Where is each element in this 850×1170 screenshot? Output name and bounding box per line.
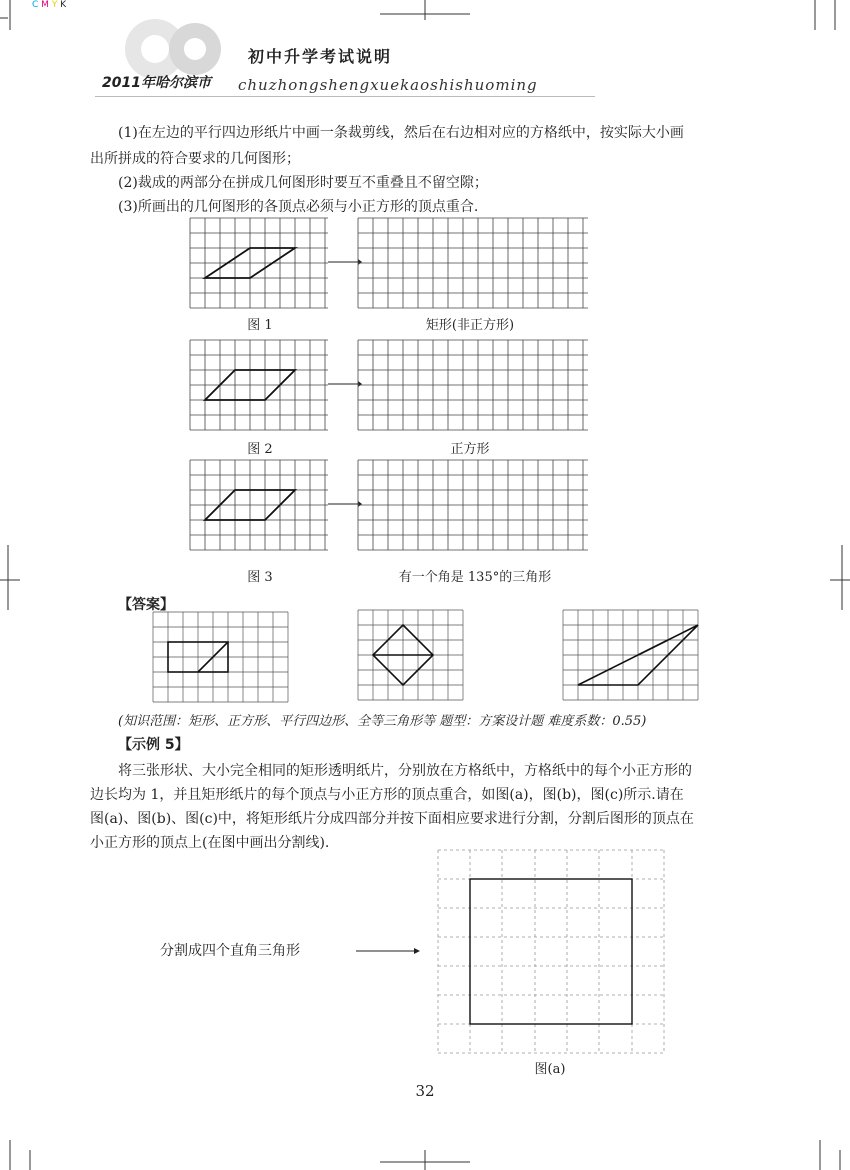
figure-a-caption: 图(a) <box>534 1062 566 1077</box>
figure-1-target-grid <box>358 218 588 308</box>
figure-1-label: 图 1 <box>247 318 273 333</box>
knowledge-note: (知识范围：矩形、正方形、平行四边形、全等三角形等 题型：方案设计题 难度系数：0.55) <box>118 714 647 729</box>
example-line-2: 边长均为 1，并且矩形纸片的每个顶点与小正方形的顶点重合，如图(a)，图(b)，图(c)所示.请在 <box>90 787 684 803</box>
instruction-line-3: (2)裁成的两部分在拼成几何图形时要互不重叠且不留空隙； <box>118 175 488 191</box>
cmyk-m: M <box>41 0 49 10</box>
answer-grid-triangle <box>563 610 698 700</box>
answer-grid-rectangle <box>153 612 288 702</box>
cmyk-c: C <box>32 0 39 10</box>
header-title: 初中升学考试说明 <box>248 47 393 66</box>
header-year-city: 2011年哈尔滨市 <box>102 75 211 91</box>
figure-3-arrow <box>328 499 362 509</box>
answer-heading: 【答案】 <box>118 597 174 613</box>
example-line-1: 将三张形状、大小完全相同的矩形透明纸片，分别放在方格纸中，方格纸中的每个小正方形的 <box>118 763 692 779</box>
figure-2-grid <box>190 340 328 430</box>
figure-2-label: 图 2 <box>247 442 273 457</box>
figure-2-target-grid <box>358 340 588 430</box>
answer-grid-square <box>358 610 463 700</box>
page-number: 32 <box>415 1082 435 1100</box>
instruction-line-1: (1)在左边的平行四边形纸片中画一条裁剪线，然后在右边相对应的方格纸中，按实际大小画 <box>118 125 684 141</box>
figure-a-grid <box>438 850 664 1053</box>
example-line-3: 图(a)、图(b)、图(c)中，将矩形纸片分成四部分并按下面相应要求进行分割，分割后图形的顶点在 <box>90 811 694 827</box>
instruction-line-4: (3)所画出的几何图形的各顶点必须与小正方形的顶点重合. <box>118 199 479 215</box>
divide-arrow <box>356 946 420 956</box>
figure-1-grid <box>190 218 328 308</box>
example-heading: 【示例 5】 <box>118 737 189 753</box>
figure-3-grid <box>190 460 328 550</box>
cmyk-y: Y <box>51 0 58 10</box>
cmyk-marks <box>32 0 66 10</box>
figure-1-arrow <box>328 257 362 267</box>
figure-3-label: 图 3 <box>247 570 273 585</box>
figure-3-target-label: 有一个角是 135°的三角形 <box>398 570 552 585</box>
figure-3-target-grid <box>358 460 588 550</box>
figure-2-arrow <box>328 379 362 389</box>
instruction-line-2: 出所拼成的符合要求的几何图形； <box>90 151 300 167</box>
figure-1-target-label: 矩形(非正方形) <box>425 318 515 333</box>
divide-label: 分割成四个直角三角形 <box>160 943 300 959</box>
figure-2-target-label: 正方形 <box>450 442 490 457</box>
figure-a-rectangle <box>470 879 632 1024</box>
header-pinyin: chuzhongshengxuekaoshishuoming <box>238 76 538 94</box>
cmyk-k: K <box>60 0 67 10</box>
header-rule <box>95 96 595 97</box>
example-line-4: 小正方形的顶点上(在图中画出分割线). <box>90 835 330 851</box>
